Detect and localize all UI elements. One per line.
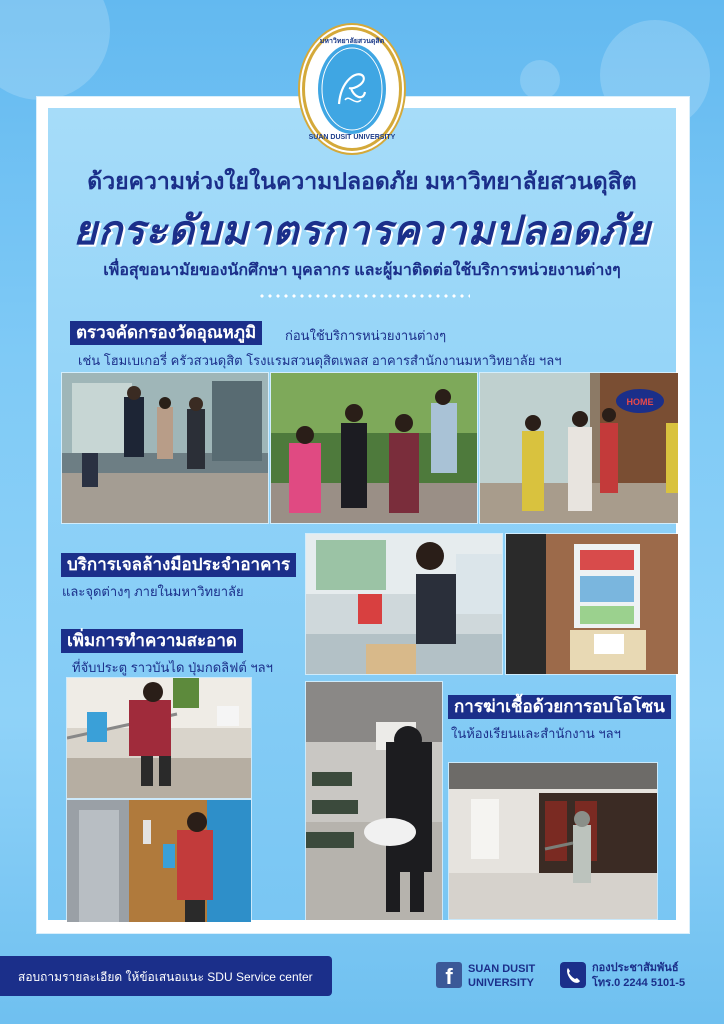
photo-gel-dispenser <box>505 533 679 675</box>
logo-text-bottom: SUAN DUSIT UNIVERSITY <box>308 134 396 141</box>
pr-contact <box>592 961 685 991</box>
logo-text-top: มหาวิทยาลัยสวนดุสิต <box>319 38 385 45</box>
photo-temperature-check-2 <box>270 372 478 524</box>
dotted-divider <box>258 294 470 298</box>
pr-phone: โทร.0 2244 5101-5 <box>592 977 686 989</box>
photo-temperature-check-1 <box>61 372 269 524</box>
facebook-page-name[interactable] <box>468 962 535 990</box>
header-line-1: ด้วยความห่วงใยในความปลอดภัย มหาวิทยาลัยสวนดุสิต <box>87 168 637 194</box>
section-label-temperature: ตรวจคัดกรองวัดอุณหภูมิ <box>70 321 262 345</box>
photo-ozone-office <box>448 762 658 920</box>
facebook-icon[interactable]: f <box>436 962 462 988</box>
ozone-detail: ในห้องเรียนและสำนักงาน ฯลฯ <box>451 726 621 741</box>
photo-gel-station <box>305 533 503 675</box>
photo-cleaning-railing <box>66 677 252 799</box>
footer-contact-bar <box>0 956 332 996</box>
facebook-line-1: SUAN DUSIT <box>468 963 536 975</box>
page-title: ยกระดับมาตรการความปลอดภัย <box>73 209 651 253</box>
gel-detail: และจุดต่างๆ ภายในมหาวิทยาลัย <box>62 584 244 599</box>
temperature-detail: เช่น โฮมเบเกอรี่ ครัวสวนดุสิต โรงแรมสวนดุสิตเพลส อาคารสำนักงานมหาวิทยาลัย ฯลฯ <box>78 353 562 368</box>
section-label-gel: บริการเจลล้างมือประจำอาคาร <box>61 553 296 577</box>
pr-department: กองประชาสัมพันธ์ <box>592 962 679 974</box>
university-logo <box>305 30 399 148</box>
photo-ozone-classroom <box>305 681 443 921</box>
phone-icon <box>560 962 586 988</box>
bg-bubble <box>0 0 110 100</box>
photo-cleaning-elevator <box>66 799 252 923</box>
photo-temperature-check-3 <box>479 372 679 524</box>
section-label-cleaning: เพิ่มการทำความสะอาด <box>61 629 243 653</box>
cleaning-detail: ที่จับประตู ราวบันได ปุ่มกดลิฟต์ ฯลฯ <box>72 660 273 675</box>
header-line-3: เพื่อสุขอนามัยของนักศึกษา บุคลากร และผู้มาติดต่อใช้บริการหน่วยงานต่างๆ <box>103 262 621 279</box>
facebook-line-2: UNIVERSITY <box>468 977 535 989</box>
footer-contact-text: สอบถามรายละเอียด ให้ข้อเสนอแนะ SDU Service center <box>18 970 313 984</box>
temperature-suffix: ก่อนใช้บริการหน่วยงานต่างๆ <box>285 328 447 343</box>
logo-emblem-icon <box>305 30 399 148</box>
home-sign-text: HOME <box>626 397 654 407</box>
section-label-ozone: การฆ่าเชื้อด้วยการอบโอโซน <box>448 695 671 719</box>
bg-bubble <box>520 60 560 100</box>
